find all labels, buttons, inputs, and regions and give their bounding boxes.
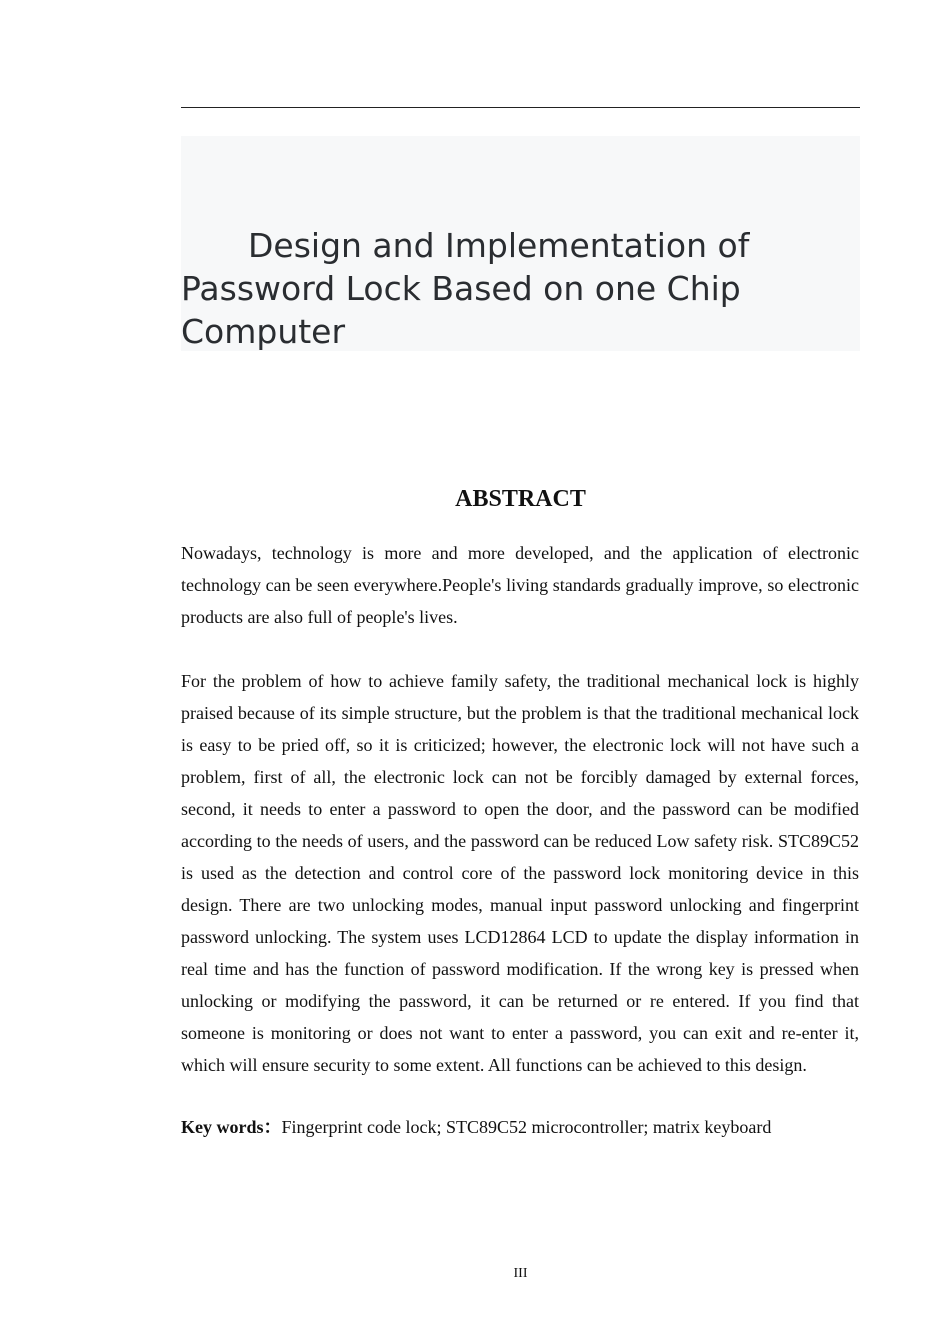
- keywords-label: Key words：: [181, 1117, 282, 1137]
- abstract-paragraph-2: For the problem of how to achieve family safety, the traditional mechanical lock is highly praised because of its simple structure, but the problem is that the traditional mechanical lock is easy to be pried off, so it is criticized; however, the electronic lock will not have such a problem, first of all, the electronic lock can not be forcibly damaged by external forces, second, it needs to enter a password to open the door, and the password can be modified according to the needs of users, and the password can be reduced Low safety risk. STC89C52 is used as the detection and control core of the password lock monitoring device in this design. There are two unlocking modes, manual input password unlocking and fingerprint password unlocking. The system uses LCD12864 LCD to update the display information in real time and has the function of password modification. If the wrong key is pressed when unlocking or modifying the password, it can be returned or re entered. If you find that someone is monitoring or does not want to enter a password, you can exit and re-enter it, which will ensure security to some extent. All functions can be achieved to this design.: [181, 671, 859, 1075]
- document-title: Design and Implementation of Password Lock Based on one Chip Computer: [181, 226, 750, 351]
- keywords-line: [181, 1111, 860, 1143]
- abstract-paragraph-1: Nowadays, technology is more and more developed, and the application of electronic technology can be seen everywhere.People's living standards gradually improve, so electronic products are also full of people's lives.: [181, 543, 859, 627]
- title-block: [181, 136, 860, 351]
- keywords-text: Fingerprint code lock; STC89C52 microcontroller; matrix keyboard: [281, 1117, 772, 1137]
- abstract-heading: ABSTRACT: [455, 486, 586, 512]
- page-number: III: [513, 1266, 528, 1281]
- header-rule: [181, 107, 860, 108]
